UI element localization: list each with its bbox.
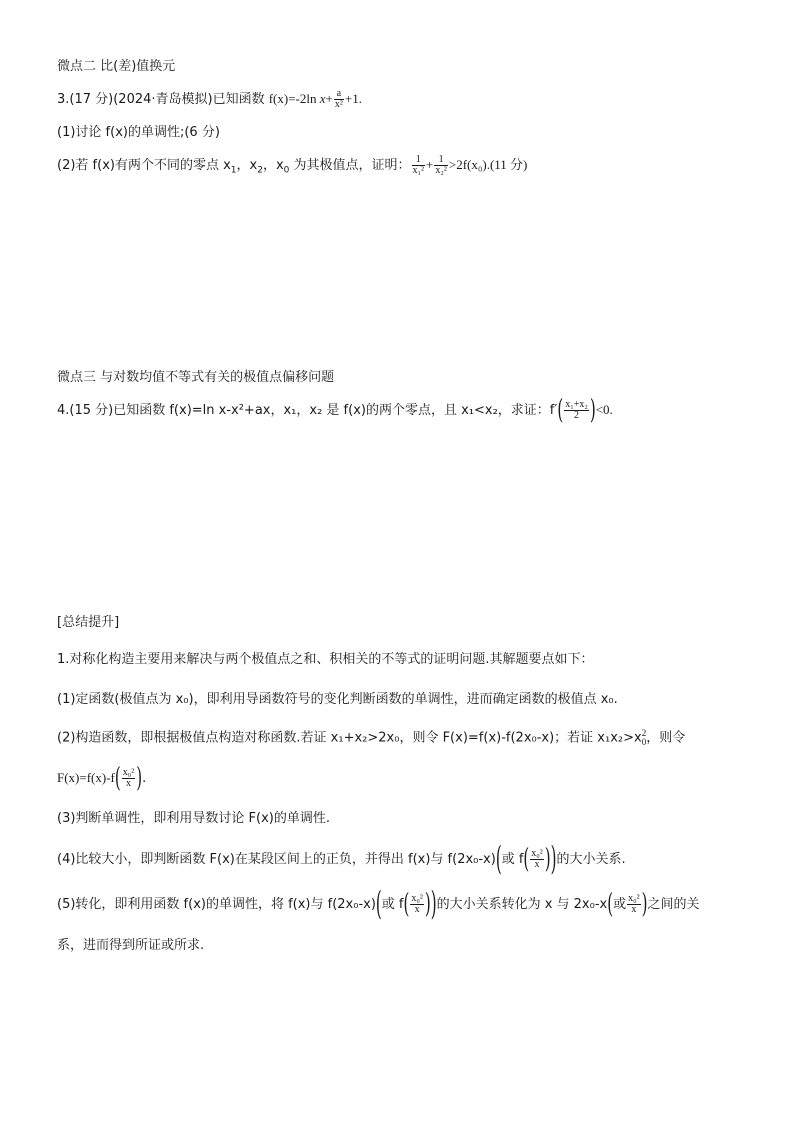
summary-fraction [627, 894, 640, 915]
problem-3-plus: + [325, 91, 333, 106]
right-paren: ) [424, 887, 431, 920]
problem-3-func-body: =-2ln [288, 91, 320, 106]
sub-0: 0 [283, 165, 290, 176]
right-paren: ) [641, 887, 648, 920]
section-heading-3 [57, 369, 334, 387]
summary-text: (5)转化，即利用函数 f(x)的单调性，将 f(x)与 f(2x₀-x) [57, 897, 376, 912]
summary-point-2 [57, 691, 618, 709]
summary-point-4 [57, 810, 330, 828]
right-paren: ) [589, 393, 596, 426]
summary-text: 之间的关 [647, 897, 700, 912]
summary-text: 系，进而得到所证或所求. [57, 938, 205, 953]
right-paren: ) [550, 838, 557, 879]
section-heading-text: 微点三 与对数均值不等式有关的极值点偏移问题 [57, 370, 335, 385]
problem-3-part-2 [57, 155, 527, 180]
summary-title-text: [总结提升] [57, 615, 120, 630]
summary-text: 的大小关系转化为 x 与 2x₀-x [436, 897, 608, 912]
fraction-numerator: x₁+x₂ [565, 399, 588, 410]
left-paren: ( [403, 887, 410, 920]
summary-title [57, 614, 119, 632]
section-heading-text: 微点二 比(差)值换元 [57, 59, 176, 74]
summary-text: 或 f [501, 852, 524, 867]
problem-3-statement [57, 89, 362, 110]
left-paren: ( [557, 393, 564, 426]
summary-fraction [530, 849, 543, 870]
summary-point-3 [57, 729, 685, 748]
fraction-denominator: x [631, 904, 637, 915]
summary-text: ，则令 [646, 730, 686, 746]
subscript: 0 [641, 737, 647, 747]
part-2-tail: >2f(x₀).(11 分) [448, 157, 528, 172]
left-paren: ( [523, 842, 530, 875]
left-paren: ( [114, 761, 121, 794]
summary-text: 或 f [381, 897, 404, 912]
summary-text: 或 [613, 897, 627, 912]
left-paren: ( [375, 883, 382, 924]
right-paren: ) [430, 883, 437, 924]
problem-3-func: f(x) [268, 91, 289, 106]
summary-point-1 [57, 651, 594, 669]
problem-4-text: 4.(15 分)已知函数 f(x)=ln x-x²+ax，x₁，x₂ 是 f(x)的两个零点，且 x₁<x₂，求证：f′ [57, 403, 558, 418]
part-2-text-d: 为其极值点，证明： [289, 158, 411, 173]
part-1-text: (1)讨论 f(x)的单调性;(6 分) [57, 125, 220, 140]
right-paren: ) [136, 761, 143, 794]
plus-sign: + [426, 157, 434, 172]
left-paren: ( [495, 838, 502, 879]
summary-fraction [122, 768, 135, 789]
fraction-numerator: 1 [434, 155, 447, 166]
superscript: 2 [641, 728, 647, 738]
fraction-denominator: x₂² [435, 165, 447, 176]
part-2-text-a: (2)若 f(x)有两个不同的零点 x [57, 158, 231, 173]
fraction-numerator: x₀² [628, 893, 640, 904]
left-paren: ( [607, 887, 614, 920]
problem-3-part-1 [57, 124, 220, 142]
right-paren: ) [544, 842, 551, 875]
summary-point-6 [57, 883, 700, 924]
fraction-denominator: x₁² [412, 165, 425, 176]
sub-2: 2 [257, 165, 263, 176]
summary-text: 1.对称化构造主要用来解决与两个极值点之和、积相关的不等式的证明问题.其解题要点如下： [57, 652, 594, 667]
summary-point-5 [57, 838, 626, 879]
fraction-denominator: x² [334, 99, 343, 110]
part-2-text-c: ，x [262, 158, 284, 173]
fraction-denominator: x [125, 778, 131, 789]
summary-text: (4)比较大小，即判断函数 F(x)在某段区间上的正负，并得出 f(x)与 f(2x₀-x) [57, 852, 496, 867]
fraction-numerator: a [334, 89, 344, 100]
section-heading-2 [57, 58, 175, 76]
problem-4-statement [57, 393, 613, 426]
summary-fraction [410, 894, 423, 915]
part-2-fraction-1 [412, 155, 425, 176]
summary-text: . [142, 771, 147, 786]
fraction-denominator: x [414, 904, 420, 915]
fraction-denominator: x [534, 859, 540, 870]
part-2-text-b: ，x [236, 158, 258, 173]
problem-4-tail: <0. [595, 402, 613, 417]
part-2-fraction-2 [434, 155, 447, 176]
problem-3-tail: +1. [344, 91, 362, 106]
summary-point-6-line-2 [57, 937, 204, 955]
summary-text: (3)判断单调性，即利用导数讨论 F(x)的单调性. [57, 811, 330, 826]
sub-1: 1 [230, 165, 237, 176]
fraction-denominator: 2 [574, 410, 580, 421]
problem-3-var: x [319, 91, 326, 106]
summary-point-3-line-2 [57, 761, 147, 794]
fraction-numerator: x₀² [411, 893, 423, 904]
problem-3-prefix: 3.(17 分)(2024·青岛模拟)已知函数 [57, 92, 269, 107]
summary-text: F(x)=f(x)-f [57, 770, 115, 785]
problem-3-fraction [334, 89, 344, 110]
problem-4-fraction [564, 400, 589, 421]
summary-text: (1)定函数(极值点为 x₀)，即利用导函数符号的变化判断函数的单调性，进而确定函数的极值点 x₀. [57, 692, 618, 707]
fraction-numerator: x₀² [122, 767, 135, 778]
summary-text: 的大小关系. [556, 852, 626, 867]
fraction-numerator: x₀² [531, 848, 543, 859]
summary-text: (2)构造函数，即根据极值点构造对称函数.若证 x₁+x₂>2x₀，则令 F(x)=f(x)-f(2x₀-x)；若证 x₁x₂>x [57, 730, 642, 746]
fraction-numerator: 1 [412, 155, 425, 166]
